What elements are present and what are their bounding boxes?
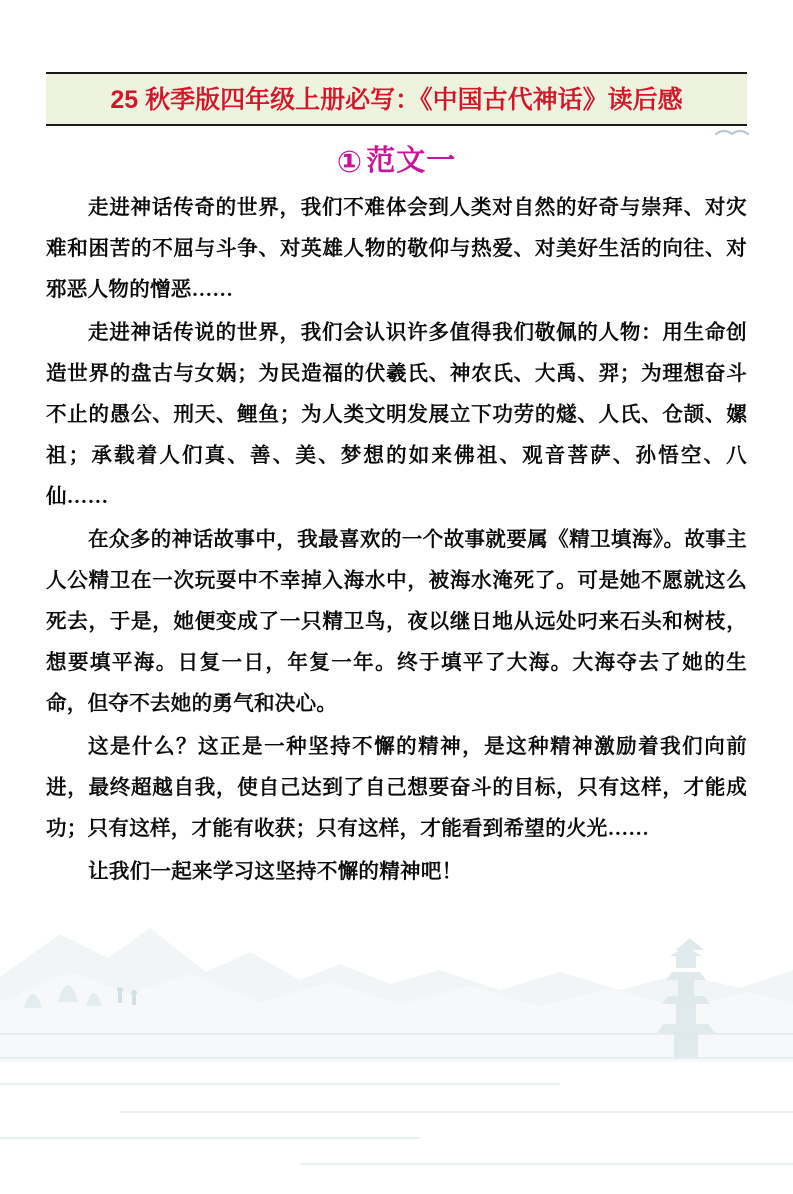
paragraph: 让我们一起来学习这坚持不懈的精神吧！ <box>88 861 463 883</box>
paragraph: 在众多的神话故事中，我最喜欢的一个故事就要属《精卫填海》。故事主人公精卫在一次玩耍中不幸掉入海水中，被海水淹死了。可是她不愿就这么死去，于是，她便变成了一只精卫鸟，夜以继日地从远处叼来石头和树枝，想要填平海。日复一日，年复一年。终于填平了大海。大海夺去了她的生命，但夺不去她的勇气和决心。 <box>46 529 747 715</box>
document-page <box>0 72 793 1194</box>
title-banner <box>46 72 747 126</box>
section-heading-label: 范文一 <box>366 145 457 177</box>
section-number-marker: ① <box>336 146 363 179</box>
essay-body <box>46 188 747 893</box>
paragraph: 这是什么？这正是一种坚持不懈的精神，是这种精神激励着我们向前进，最终超越自我，使自己达到了自己想要奋斗的目标，只有这样，才能成功；只有这样，才能有收获；只有这样，才能看到希望的火光…… <box>46 736 747 840</box>
paragraph: 走进神话传奇的世界，我们不难体会到人类对自然的好奇与崇拜、对灾难和困苦的不屈与斗争、对英雄人物的敬仰与热爱、对美好生活的向往、对邪恶人物的憎恶…… <box>46 197 747 301</box>
paragraph: 走进神话传说的世界，我们会认识许多值得我们敬佩的人物：用生命创造世界的盘古与女娲；为民造福的伏羲氏、神农氏、大禹、羿；为理想奋斗不止的愚公、刑天、鲤鱼；为人类文明发展立下功劳的燧、人氏、仓颉、嫘祖；承载着人们真、善、美、梦想的如来佛祖、观音菩萨、孙悟空、八仙…… <box>46 322 747 508</box>
page-title: 25 秋季版四年级上册必写：《中国古代神话》读后感 <box>110 86 683 114</box>
section-heading <box>46 138 747 180</box>
